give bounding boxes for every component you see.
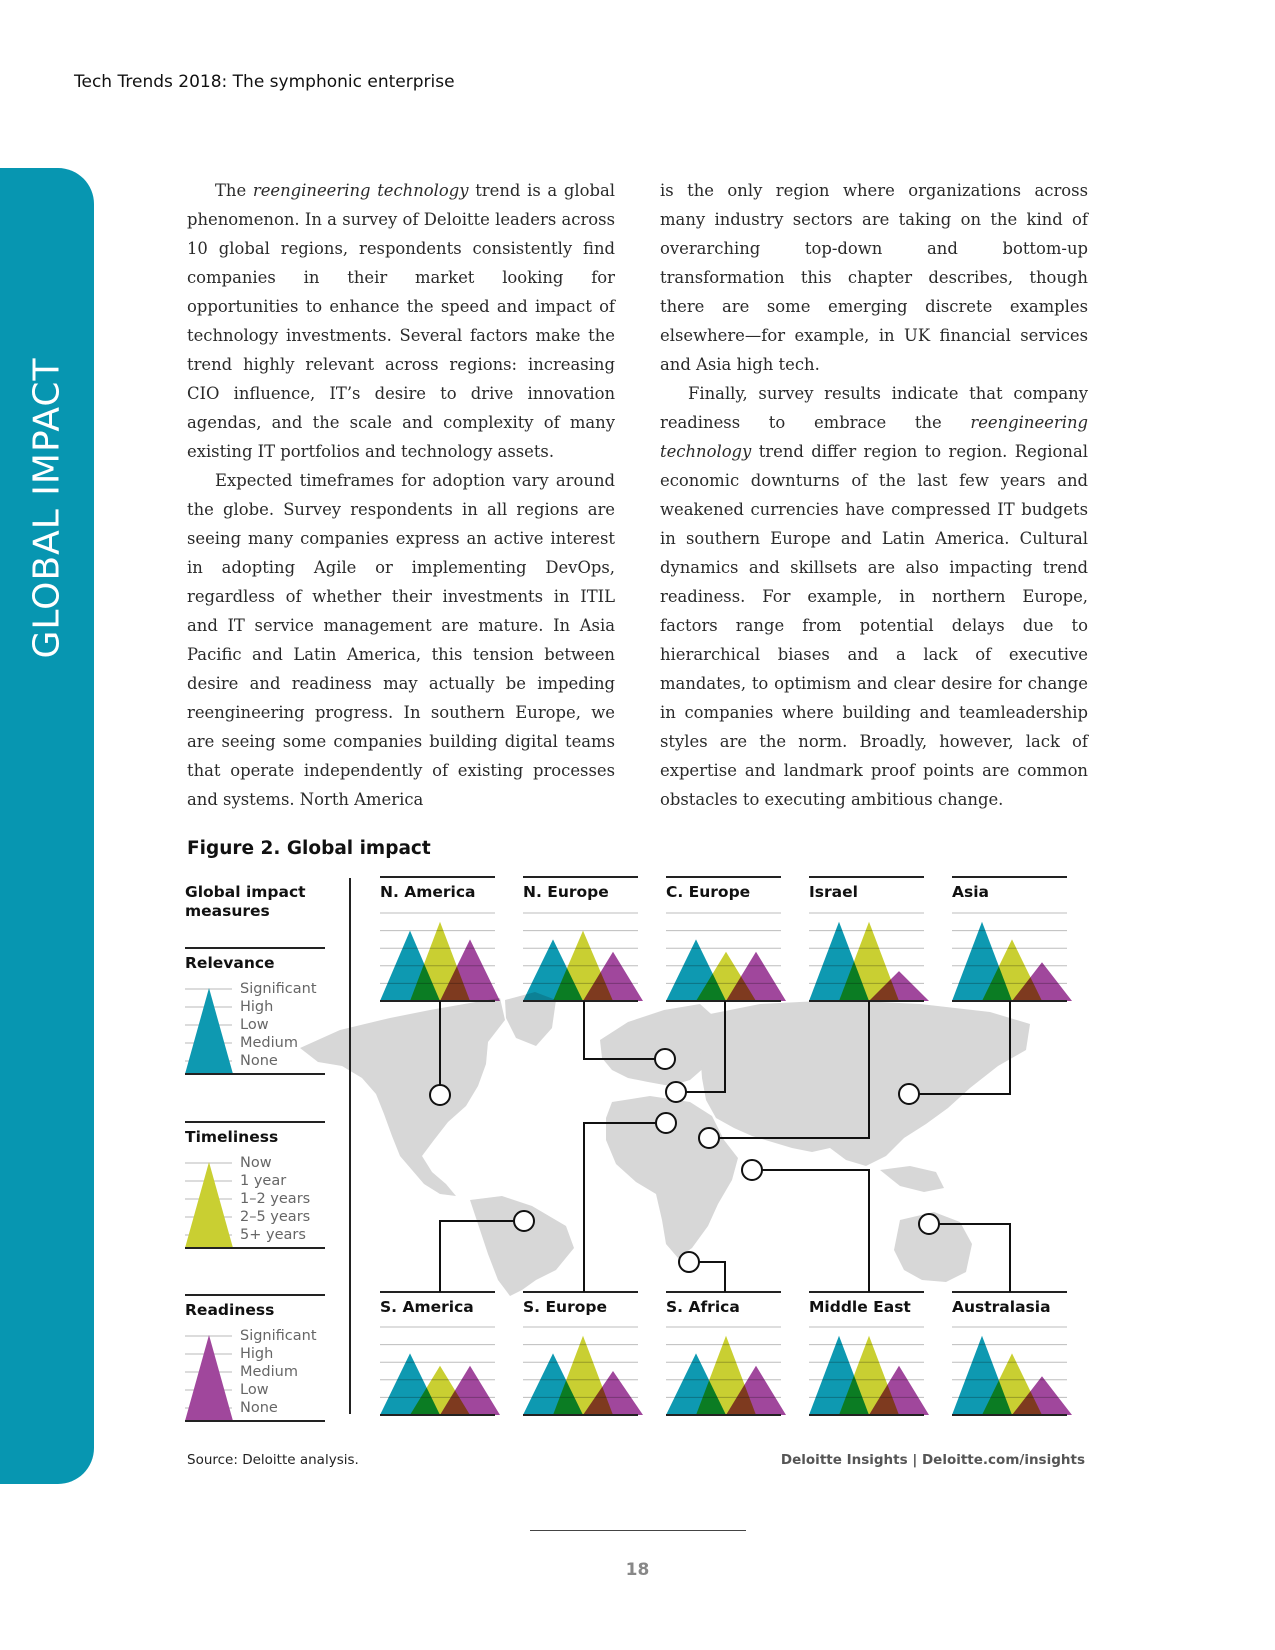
legend-level-label: Low: [240, 1382, 269, 1398]
legend-triangle: [185, 1162, 233, 1248]
legend-level-label: Medium: [240, 1364, 298, 1380]
legend-level-label: 5+ years: [240, 1227, 306, 1243]
legend-level-label: Low: [240, 1017, 269, 1033]
location-marker: [699, 1128, 719, 1148]
location-marker: [919, 1214, 939, 1234]
legend-level-label: Medium: [240, 1035, 298, 1051]
legend-heading: measures: [185, 902, 270, 920]
legend-level-label: High: [240, 1346, 274, 1362]
region-name: S. America: [380, 1298, 474, 1316]
legend-level-label: None: [240, 1053, 278, 1069]
region-name: S. Africa: [666, 1298, 740, 1316]
region-panel-n-europe: [523, 877, 643, 1001]
legend-readiness: [185, 1295, 325, 1421]
location-marker: [430, 1085, 450, 1105]
paragraph: The reengineering technology trend is a global phenomenon. In a survey of Deloitte leaders across 10 global regions, respondents consistently find companies in their market looking for opportunities to enhance the speed and impact of technology investments. Several factors make the trend highly relevant across regions: increasing CIO influence, IT’s desire to drive innovation agendas, and the scale and complexity of many existing IT portfolios and technology assets.: [187, 181, 615, 461]
legend-measure-name: Relevance: [185, 954, 275, 972]
region-triangles: [380, 922, 500, 1001]
region-name: Asia: [952, 883, 989, 901]
location-marker: [742, 1160, 762, 1180]
region-panel-middle-east: [809, 1292, 929, 1415]
continent-southeast-asia: [880, 1166, 944, 1192]
legend-level-label: High: [240, 999, 274, 1015]
continent-north-america: [300, 998, 505, 1196]
legend-triangle: [185, 988, 233, 1074]
region-triangles: [952, 1336, 1072, 1415]
paragraph: Finally, survey results indicate that company readiness to embrace the reengineering technology trend differ region to region. Regional economic downturns of the last few years and weakened currencies have compressed IT budgets in southern Europe and Latin America. Cultural dynamics and skillsets are also impacting trend readiness. For example, in northern Europe, factors range from potential delays due to hierarchical biases and a lack of executive mandates, to optimism and clear desire for change in companies where building and teamleadership styles are the norm. Broadly, however, lack of expertise and landmark proof points are common obstacles to executing ambitious change.: [660, 384, 1088, 809]
region-panel-c-europe: [666, 877, 786, 1001]
region-triangles: [666, 1336, 786, 1415]
region-name: N. Europe: [523, 883, 609, 901]
region-triangles: [523, 1336, 643, 1415]
legend-relevance: [185, 948, 325, 1074]
legend-timeliness: [185, 1122, 325, 1248]
legend-level-label: Now: [240, 1155, 272, 1171]
figure-source: Source: Deloitte analysis.: [187, 1452, 359, 1468]
region-name: S. Europe: [523, 1298, 607, 1316]
region-panel-s-africa: [666, 1292, 786, 1415]
legend-level-label: 1–2 years: [240, 1191, 311, 1207]
legend-triangle: [185, 1335, 233, 1421]
region-panel-asia: [952, 877, 1072, 1001]
region-panel-n-america: [380, 877, 500, 1001]
section-side-tab-label: GLOBAL IMPACT: [26, 357, 68, 659]
world-map: [300, 992, 1030, 1296]
legend-level-label: 2–5 years: [240, 1209, 311, 1225]
region-panel-israel: [809, 877, 929, 1001]
connector-line: [752, 1170, 869, 1292]
legend-heading: Global impact: [185, 883, 306, 901]
figure-title: Figure 2. Global impact: [187, 838, 431, 859]
location-marker: [514, 1211, 534, 1231]
location-marker: [656, 1113, 676, 1133]
region-triangles: [809, 1336, 929, 1415]
paragraph: Expected timeframes for adoption vary around the globe. Survey respondents in all regions are seeing many companies express an active interest in adopting Agile or implementing DevOps, regardless of whether their investments in ITIL and IT service management are mature. In Asia Pacific and Latin America, this tension between desire and readiness may actually be impeding reengineering progress. In southern Europe, we are seeing some companies building digital teams that operate independently of existing processes and systems. North America: [187, 471, 615, 809]
region-triangles: [952, 922, 1072, 1001]
region-triangles: [809, 922, 929, 1001]
region-panel-s-europe: [523, 1292, 643, 1415]
region-panel-australasia: [952, 1292, 1072, 1415]
figure-credit: Deloitte Insights | Deloitte.com/insights: [780, 1452, 1085, 1468]
region-name: Middle East: [809, 1298, 911, 1316]
location-marker: [655, 1049, 675, 1069]
legend-measure-name: Timeliness: [185, 1128, 279, 1146]
running-header: Tech Trends 2018: The symphonic enterprise: [74, 72, 455, 92]
legend-level-label: 1 year: [240, 1173, 287, 1189]
continent-asia: [700, 1000, 1030, 1166]
region-name: N. America: [380, 883, 476, 901]
legend-measure-name: Readiness: [185, 1301, 275, 1319]
location-marker: [666, 1082, 686, 1102]
page-number: 18: [625, 1560, 650, 1580]
footer-rule: [530, 1530, 746, 1531]
location-marker: [899, 1084, 919, 1104]
paragraph: is the only region where organizations across many industry sectors are taking on the kind of overarching top-down and bottom-up transformation this chapter describes, though there are some emerging discrete examples elsewhere—for example, in UK financial services and Asia high tech.: [660, 181, 1088, 374]
legend-level-label: Significant: [240, 981, 317, 997]
legend-level-label: None: [240, 1400, 278, 1416]
region-name: Australasia: [952, 1298, 1051, 1316]
legend-level-label: Significant: [240, 1328, 317, 1344]
region-name: Israel: [809, 883, 858, 901]
region-panel-s-america: [380, 1292, 500, 1415]
location-marker: [679, 1252, 699, 1272]
region-name: C. Europe: [666, 883, 751, 901]
